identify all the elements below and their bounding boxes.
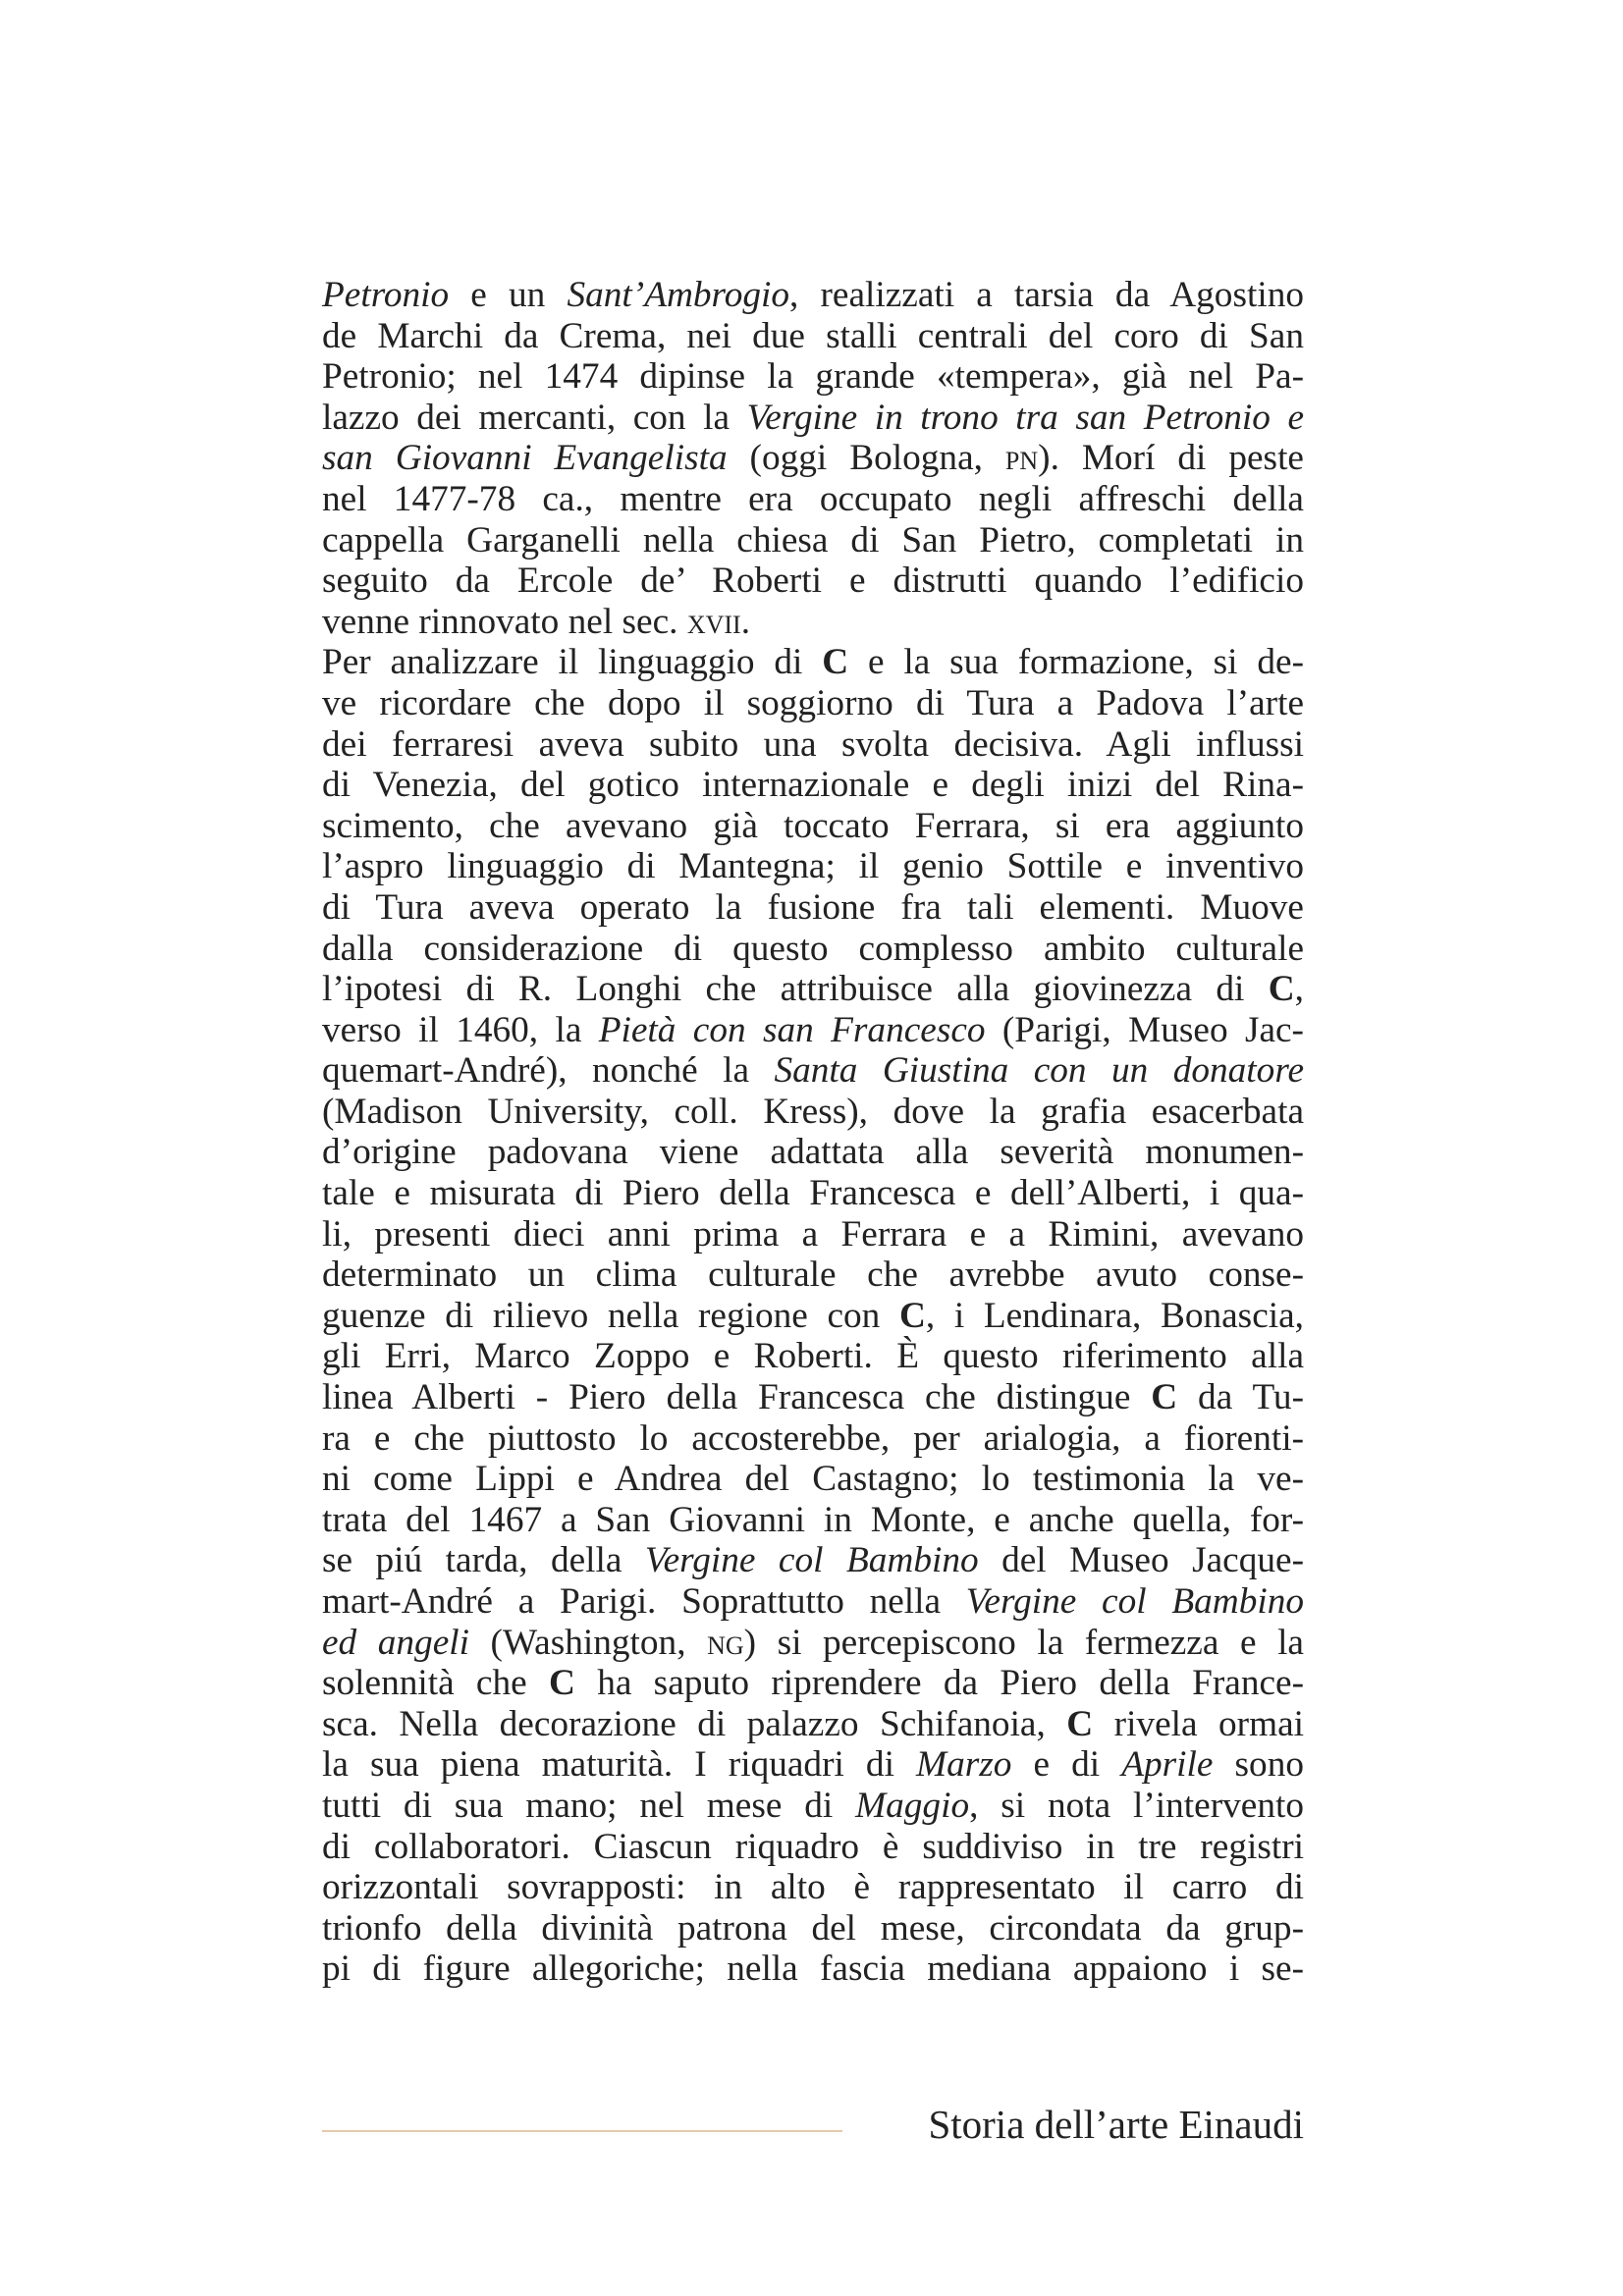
italic-title: ed angeli	[322, 1622, 469, 1663]
text-line	[322, 1623, 1304, 1664]
text-line	[322, 1092, 1304, 1133]
text-run: dalla considerazione di questo complesso ambito culturale	[322, 928, 1304, 969]
text-run: Petronio; nel 1474 dipinse la grande «tempera», già nel Pa-	[322, 356, 1304, 398]
text-line	[322, 520, 1304, 561]
artist-initial: C	[822, 642, 849, 683]
text-run: di Tura aveva operato la fusione fra tali elementi. Muove	[322, 886, 1304, 928]
artist-initial: C	[548, 1663, 575, 1704]
text-run: di collaboratori. Ciascun riquadro è suddiviso in tre registri	[322, 1826, 1304, 1867]
italic-title: Pietà con san Francesco	[598, 1009, 986, 1050]
text-run: de Marchi da Crema, nei due stalli centrali del coro di San	[322, 315, 1304, 356]
italic-title: Maggio	[855, 1785, 970, 1826]
artist-initial: C	[1066, 1703, 1094, 1744]
text-line	[322, 683, 1304, 724]
italic-title: Marzo	[916, 1744, 1012, 1786]
text-run: , si nota l’intervento	[969, 1785, 1304, 1826]
text-run: ra e che piuttosto lo accosterebbe, per arialogia, a fiorenti-	[322, 1417, 1304, 1459]
text-run: da Tu-	[1177, 1377, 1304, 1418]
text-run: rivela ormai	[1093, 1703, 1304, 1744]
text-line	[322, 1010, 1304, 1051]
text-line	[322, 1827, 1304, 1868]
text-line	[322, 1908, 1304, 1949]
text-line	[322, 275, 1304, 316]
text-run: lazzo dei mercanti, con la	[322, 397, 747, 438]
text-run: trionfo della divinità patrona del mese, circondata da grup-	[322, 1907, 1304, 1949]
text-line	[322, 1418, 1304, 1460]
text-run: determinato un clima culturale che avrebbe avuto conse-	[322, 1255, 1304, 1296]
artist-initial: C	[1268, 969, 1295, 1010]
text-run: cappella Garganelli nella chiesa di San Pietro, completati in	[322, 519, 1304, 561]
text-run: ) si percepiscono la fermezza e la	[743, 1622, 1304, 1663]
text-run: (oggi Bologna,	[727, 438, 1005, 479]
footer-rule	[322, 2130, 842, 2132]
text-run: Per analizzare il linguaggio di	[322, 642, 823, 683]
text-run: , i Lendinara, Bonascia,	[925, 1295, 1304, 1336]
text-run: l’ipotesi di R. Longhi che attribuisce alla giovinezza di	[322, 969, 1269, 1010]
text-line	[322, 1336, 1304, 1377]
text-run: ve ricordare che dopo il soggiorno di Tura a Padova l’arte	[322, 682, 1304, 723]
text-run: ). Morí di peste	[1038, 438, 1304, 479]
text-line	[322, 356, 1304, 398]
text-run: ,	[1294, 969, 1304, 1010]
text-line	[322, 398, 1304, 439]
text-run: scimento, che avevano già toccato Ferrara, si era aggiunto	[322, 805, 1304, 846]
text-run: l’aspro linguaggio di Mantegna; il genio Sottile e inventivo	[322, 846, 1304, 887]
text-run: la sua piena maturità. I riquadri di	[322, 1744, 917, 1786]
text-run: se piú tarda, della	[322, 1540, 645, 1581]
text-line	[322, 1214, 1304, 1255]
text-line	[322, 1581, 1304, 1623]
text-run: e di	[1011, 1744, 1122, 1786]
text-run: e un	[449, 275, 568, 315]
text-run: , realizzati a tarsia da Agostino	[789, 275, 1304, 315]
text-run: (Washington,	[468, 1622, 708, 1663]
text-line	[322, 1704, 1304, 1745]
text-line	[322, 1132, 1304, 1173]
text-run: sca. Nella decorazione di palazzo Schifanoia,	[322, 1703, 1067, 1744]
artist-initial: C	[898, 1295, 926, 1336]
text-run: linea Alberti - Piero della Francesca che distingue	[322, 1377, 1152, 1418]
text-line	[322, 1173, 1304, 1214]
text-line	[322, 561, 1304, 602]
text-line	[322, 969, 1304, 1010]
text-line	[322, 1663, 1304, 1704]
text-line	[322, 602, 1304, 643]
text-run: guenze di rilievo nella regione con	[322, 1295, 899, 1336]
text-line	[322, 929, 1304, 970]
text-line	[322, 479, 1304, 520]
text-line	[322, 1255, 1304, 1296]
text-line	[322, 724, 1304, 766]
text-line	[322, 642, 1304, 683]
small-caps-abbrev: ng	[707, 1622, 744, 1663]
text-run: (Madison University, coll. Kress), dove la grafia esacerbata	[322, 1091, 1304, 1132]
italic-title: san Giovanni Evangelista	[322, 438, 728, 479]
text-line	[322, 1949, 1304, 1990]
text-line	[322, 846, 1304, 887]
text-run: solennità che	[322, 1663, 549, 1704]
text-run: verso il 1460, la	[322, 1009, 599, 1050]
text-line	[322, 1296, 1304, 1337]
text-run: tale e misurata di Piero della Francesca e dell’Alberti, i qua-	[322, 1173, 1304, 1214]
italic-title: Vergine in trono tra san Petronio e	[746, 397, 1304, 438]
italic-title: Petronio	[322, 275, 450, 315]
text-line	[322, 1500, 1304, 1541]
text-run: del Museo Jacque-	[978, 1540, 1304, 1581]
body-text	[322, 275, 1304, 1990]
text-run: .	[740, 601, 751, 642]
text-line	[322, 1744, 1304, 1786]
text-line	[322, 1459, 1304, 1500]
text-line	[322, 1867, 1304, 1908]
text-run: nel 1477-78 ca., mentre era occupato negli affreschi della	[322, 478, 1304, 519]
text-line	[322, 887, 1304, 929]
text-line	[322, 1540, 1304, 1581]
italic-title: Santa Giustina con un donatore	[774, 1050, 1304, 1092]
text-line	[322, 438, 1304, 479]
small-caps-abbrev: pn	[1004, 438, 1039, 479]
text-run: venne rinnovato nel sec.	[322, 601, 687, 642]
text-line	[322, 806, 1304, 847]
text-run: gli Erri, Marco Zoppo e Roberti. È questo riferimento alla	[322, 1336, 1304, 1377]
text-line	[322, 316, 1304, 357]
small-caps-abbrev: xvii	[686, 601, 741, 642]
text-line	[322, 1050, 1304, 1092]
text-run: li, presenti dieci anni prima a Ferrara e a Rimini, avevano	[322, 1213, 1304, 1255]
italic-title: Aprile	[1121, 1744, 1214, 1786]
text-run: ha saputo riprendere da Piero della France-	[574, 1663, 1305, 1704]
text-run: e la sua formazione, si de-	[848, 642, 1304, 683]
text-run: mart-André a Parigi. Soprattutto nella	[322, 1581, 966, 1622]
text-run: tutti di sua mano; nel mese di	[322, 1785, 856, 1826]
text-line	[322, 1377, 1304, 1418]
text-run: pi di figure allegoriche; nella fascia mediana appaiono i se-	[322, 1949, 1304, 1990]
text-run: quemart-André), nonché la	[322, 1050, 775, 1092]
footer-publisher: Storia dell’arte Einaudi	[928, 2102, 1304, 2147]
text-run: ni come Lippi e Andrea del Castagno; lo testimonia la ve-	[322, 1459, 1304, 1500]
italic-title: Vergine col Bambino	[965, 1581, 1304, 1622]
text-run: di Venezia, del gotico internazionale e degli inizi del Rina-	[322, 765, 1304, 806]
text-run: (Parigi, Museo Jac-	[985, 1009, 1304, 1050]
text-run: orizzontali sovrapposti: in alto è rappresentato il carro di	[322, 1867, 1304, 1908]
text-line	[322, 765, 1304, 806]
text-run: dei ferraresi aveva subito una svolta decisiva. Agli influssi	[322, 723, 1304, 765]
italic-title: Vergine col Bambino	[644, 1540, 979, 1581]
text-run: trata del 1467 a San Giovanni in Monte, e anche quella, for-	[322, 1499, 1304, 1540]
text-run: sono	[1213, 1744, 1304, 1786]
italic-title: Sant’Ambrogio	[567, 275, 789, 315]
text-run: d’origine padovana viene adattata alla severità monumen-	[322, 1132, 1304, 1173]
artist-initial: C	[1151, 1377, 1178, 1418]
text-run: seguito da Ercole de’ Roberti e distrutti quando l’edificio	[322, 561, 1304, 602]
text-line	[322, 1786, 1304, 1827]
